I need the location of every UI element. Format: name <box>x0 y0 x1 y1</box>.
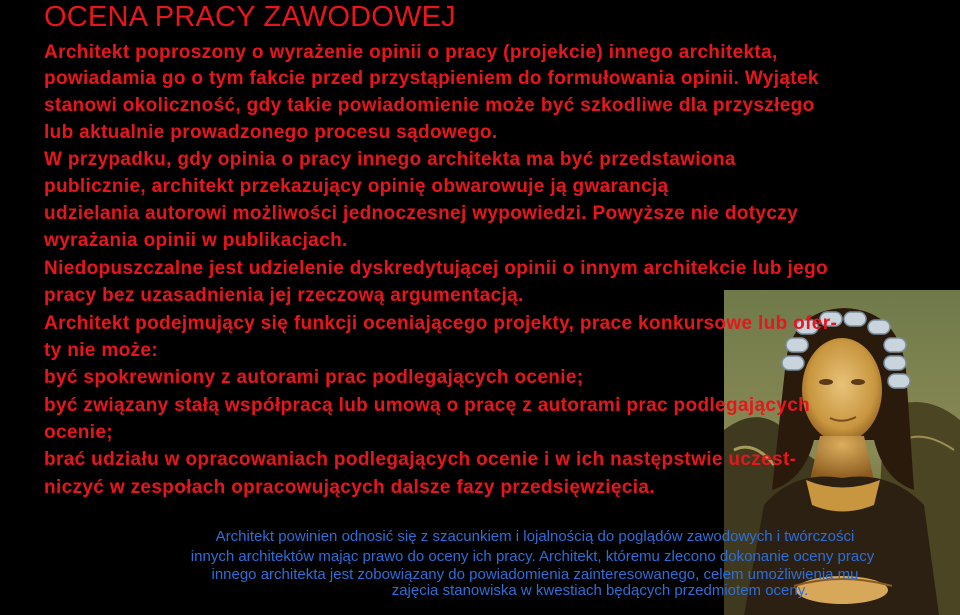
blue-line-3: innego architekta jest zobowiązany do powiadomienia zainteresowanego, celem umożliwienia mu <box>211 566 859 583</box>
red-line-4: lub aktualnie prowadzonego procesu sądowego. <box>44 122 498 143</box>
red-line-9: Niedopuszczalne jest udzielenie dyskredytującej opinii o innym architekcie lub jego <box>44 258 828 279</box>
red-line-17: niczyć w zespołach opracowujących dalsze fazy przedsięwzięcia. <box>44 477 655 498</box>
red-line-2: powiadamia go o tym fakcie przed przystąpieniem do formułowania opinii. Wyjątek <box>44 68 819 89</box>
red-line-13: być spokrewniony z autorami prac podlegających ocenie; <box>44 367 584 388</box>
red-line-16: brać udziału w opracowaniach podlegających ocenie i w ich następstwie uczest- <box>44 449 797 470</box>
red-line-6: publicznie, architekt przekazujący opinię obwarowuje ją gwarancją <box>44 176 669 197</box>
red-line-1: Architekt poproszony o wyrażenie opinii o pracy (projekcie) innego architekta, <box>44 42 778 63</box>
red-line-7: udzielania autorowi możliwości jednoczesnej wypowiedzi. Powyższe nie dotyczy <box>44 203 799 224</box>
red-line-10: pracy bez uzasadnienia jej rzeczową argumentacją. <box>44 285 524 306</box>
red-line-3: stanowi okoliczność, gdy takie powiadomienie może być szkodliwe dla przyszłego <box>44 95 815 116</box>
red-line-15: ocenie; <box>44 422 113 443</box>
red-line-8: wyrażania opinii w publikacjach. <box>44 230 348 251</box>
red-line-14: być związany stałą współpracą lub umową o pracę z autorami prac podlegających <box>44 395 811 416</box>
red-line-11: Architekt podejmujący się funkcji oceniającego projekty, prace konkursowe lub ofer- <box>44 313 838 334</box>
blue-line-4: zajęcia stanowiska w kwestiach będących przedmiotem oceny. <box>391 582 809 599</box>
red-line-5: W przypadku, gdy opinia o pracy innego architekta ma być przedstawiona <box>44 149 736 170</box>
page-title: OCENA PRACY ZAWODOWEJ <box>44 1 456 33</box>
blue-line-1: Architekt powinien odnosić się z szacunkiem i lojalnością do poglądów zawodowych i twórczości <box>215 528 855 545</box>
blue-line-2: innych architektów mając prawo do oceny ich pracy. Architekt, któremu zlecono dokonanie oceny pracy <box>190 548 875 565</box>
red-line-12: ty nie może: <box>44 340 158 361</box>
